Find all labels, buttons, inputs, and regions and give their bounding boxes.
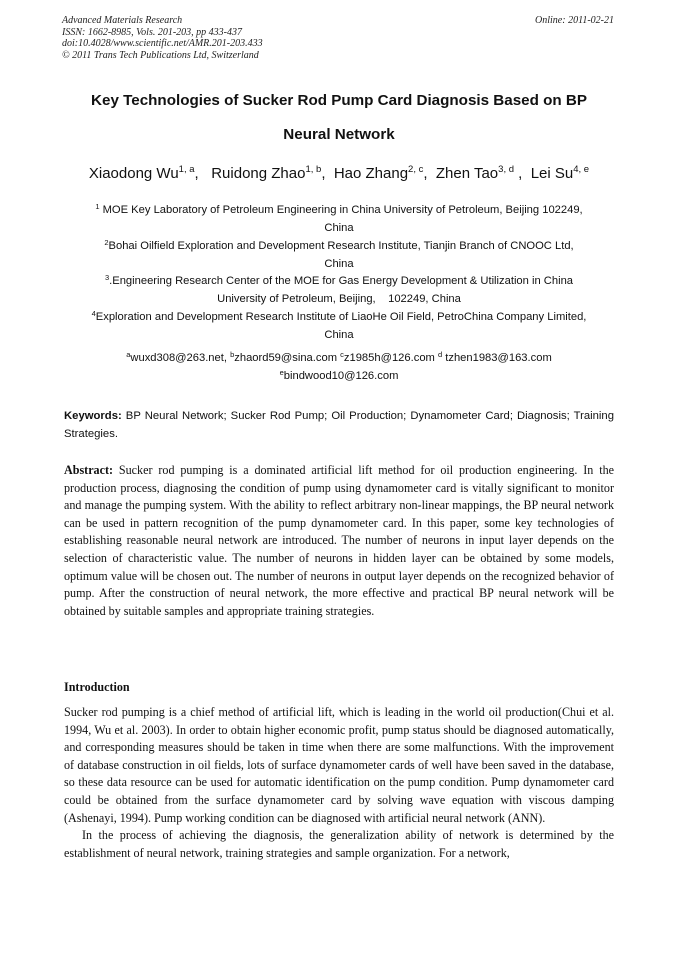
- author: Hao Zhang$^{2, c}$,: [333, 164, 432, 182]
- author: Ruidong Zhao$^{1, b}$,: [211, 164, 330, 182]
- affiliation-4: $^4$Exploration and Development Research Institute of LiaoHe Oil Field, PetroChina Company Limited, China: [91, 309, 587, 341]
- affiliation-1: $^1$ MOE Key Laboratory of Petroleum Engineering in China University of Petroleum, Beijing 102249, China: [95, 202, 583, 234]
- keywords-text: BP Neural Network; Sucker Rod Pump; Oil Production; Dynamometer Card; Diagnosis; Training Strategies.: [64, 410, 614, 440]
- paper-title-line-1: Key Technologies of Sucker Rod Pump Card Diagnosis Based on BP: [91, 92, 587, 109]
- abstract: [64, 462, 614, 620]
- paragraph: Sucker rod pumping is a chief method of artificial lift, which is leading in the world oil production(Chui et al. 1994, Wu et al. 2003). In order to obtain higher economic profit, pump status should be diagnosed automatically, and corresponding measures should be taken in time when there are some malfunctions. With the improvement of database construction in oil fields, lots of surface dynamometer cards of well have been saved in the database, so these data resource can be used for automatic identification on the pump condition. Pump dynamometer card could be obtained from the surface dynamometer card by solving wave equation with viscous damping (Ashenayi, 1994). Pump working condition can be diagnosed with artificial neural network (ANN).: [64, 705, 614, 825]
- author-list: [20, 165, 658, 182]
- abstract-text: Sucker rod pumping is a dominated artificial lift method for oil production engineering. In the production process, diagnosing the condition of pump using dynamometer card is vitally significant to monitor and manage the pumping system. With the ability to reflect arbitrary non-linear mappings, the BP neural network can be used in pattern recognition of the pump dynamometer card. In this paper, some key technologies of establishing reasonable neural network are introduced. The number of neurons in input layer depends on the selection of characteristic value. The number of neurons in hidden layer can be obtained by some models, optimum value will be chosen out. The number of neurons in output layer depends on the recognized behavior of pump. After the construction of neural network, the more effective and practical BP neural network will be obtained by suitable samples and appropriate training strategies.: [64, 463, 614, 618]
- journal-copyright: © 2011 Trans Tech Publications Ltd, Switzerland: [62, 49, 259, 61]
- section-heading-introduction: Introduction: [64, 680, 130, 694]
- paper-title-line-2: Neural Network: [283, 126, 395, 143]
- abstract-label: Abstract:: [64, 463, 114, 477]
- journal-header: [62, 15, 263, 61]
- author: Zhen Tao$^{3, d}$ ,: [435, 164, 527, 182]
- author-emails: $^a$wuxd308@263.net, $^b$zhaord59@sina.com $^c$z1985h@126.com $^d$ tzhen1983@163.com $^e$bindwood10@126.com: [126, 350, 552, 382]
- keywords-label: Keywords:: [64, 410, 122, 422]
- author: Lei Su$^{4, e}$: [530, 164, 590, 182]
- email-link[interactable]: tzhen1983@163.com: [442, 352, 552, 364]
- introduction-body: [64, 704, 614, 862]
- author: Xiaodong Wu$^{1, a}$,: [88, 164, 208, 182]
- email-link[interactable]: z1985h@126.com: [343, 352, 438, 364]
- keywords: [64, 408, 614, 443]
- journal-name: Advanced Materials Research: [62, 15, 183, 26]
- journal-issn: ISSN: 1662-8985, Vols. 201-203, pp 433-437: [62, 26, 242, 38]
- email-link[interactable]: zhaord59@sina.com: [234, 352, 341, 364]
- affiliation-3: $^3$.Engineering Research Center of the MOE for Gas Energy Development & Utilization in China University of Petroleum, Beijing, 102249, China: [104, 273, 574, 305]
- journal-doi: doi:10.4028/www.scientific.net/AMR.201-203.433: [62, 38, 263, 49]
- affiliation-2: $^2$Bohai Oilfield Exploration and Development Research Institute, Tianjin Branch of CNOOC Ltd, China: [104, 238, 574, 270]
- online-date: Online: 2011-02-21: [535, 15, 614, 26]
- email-link[interactable]: wuxd308@263.net,: [130, 352, 231, 364]
- email-link[interactable]: bindwood10@126.com: [283, 369, 399, 382]
- paragraph: In the process of achieving the diagnosis, the generalization ability of network is determined by the establishment of neural network, training strategies and sample organization. For a network,: [64, 828, 614, 860]
